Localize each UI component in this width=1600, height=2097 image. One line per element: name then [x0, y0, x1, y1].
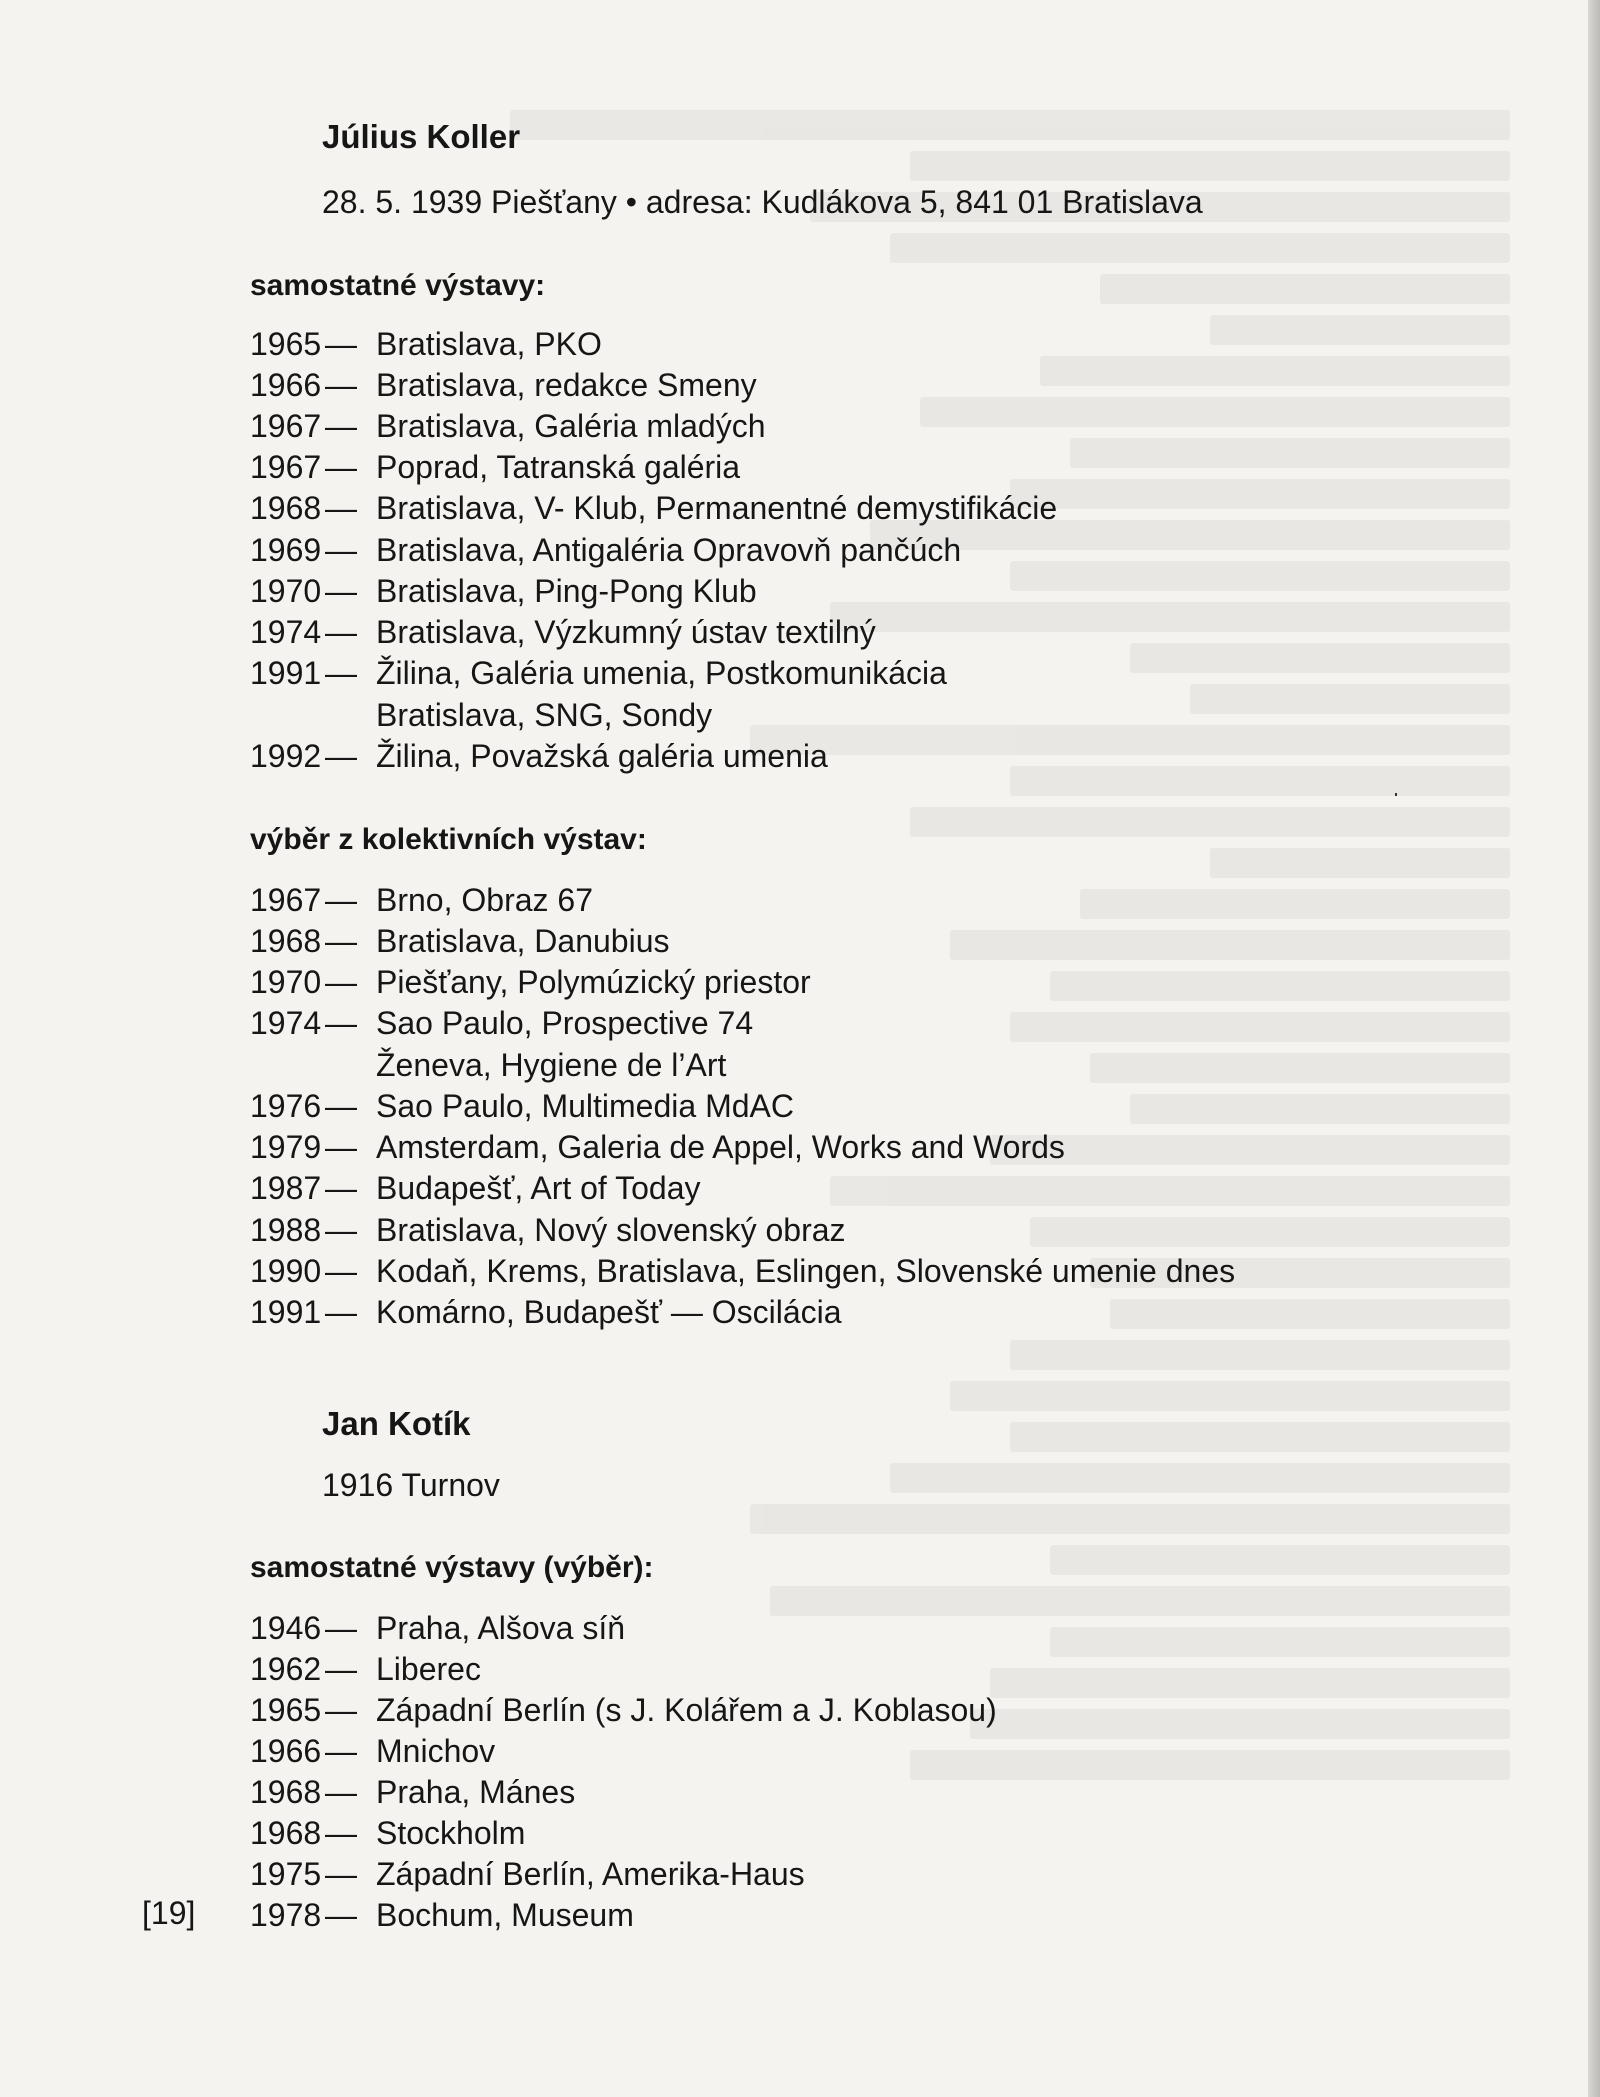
exhibition-year: 1990: [250, 1253, 322, 1289]
exhibition-text: Stockholm: [376, 1815, 526, 1851]
exhibition-row: [250, 571, 757, 611]
exhibition-row: [250, 1813, 525, 1853]
solo-exhibitions-heading: samostatné výstavy:: [250, 269, 546, 302]
exhibition-text: Sao Paulo, Prospective 74: [376, 1005, 754, 1041]
dash: —: [325, 1212, 357, 1248]
artist-info: 28. 5. 1939 Piešťany • adresa: Kudlákova 5, 841 01 Bratislava: [322, 184, 1203, 220]
exhibition-year: 1979: [250, 1129, 322, 1165]
exhibition-year: 1988: [250, 1212, 322, 1248]
exhibition-row: [250, 365, 757, 405]
exhibition-row: [250, 962, 811, 1002]
dash: —: [325, 532, 357, 568]
exhibition-year: 1978: [250, 1897, 322, 1933]
exhibition-row: [250, 488, 1057, 528]
exhibition-row: [250, 1168, 701, 1208]
dash: —: [325, 1005, 357, 1041]
dash: —: [325, 573, 357, 609]
dash: —: [325, 1733, 357, 1769]
exhibition-year: 1975: [250, 1856, 322, 1892]
exhibition-row: [250, 447, 740, 487]
exhibition-year: 1965: [250, 326, 322, 362]
exhibition-row: [250, 1086, 794, 1126]
exhibition-row: [250, 653, 947, 693]
exhibition-year: 1968: [250, 1815, 322, 1851]
dash: —: [325, 1692, 357, 1728]
exhibition-year: 1968: [250, 1774, 322, 1810]
solo-exhibitions-heading: samostatné výstavy (výběr):: [250, 1551, 654, 1584]
dash: —: [325, 614, 357, 650]
exhibition-text: Liberec: [376, 1651, 481, 1687]
exhibition-row: [250, 1854, 805, 1894]
exhibition-year: 1962: [250, 1651, 322, 1687]
exhibition-row: [250, 1895, 634, 1935]
exhibition-year: 1966: [250, 367, 322, 403]
group-exhibitions-heading: výběr z kolektivních výstav:: [250, 823, 647, 856]
exhibition-text: Západní Berlín, Amerika-Haus: [376, 1856, 805, 1892]
exhibition-row: [250, 1649, 481, 1689]
exhibition-text: Bratislava, Galéria mladých: [376, 408, 766, 444]
exhibition-year: 1969: [250, 532, 322, 568]
dash: —: [325, 1170, 357, 1206]
page-number: [19]: [142, 1895, 196, 1931]
exhibition-text: Bratislava, Antigaléria Opravovň pančúch: [376, 532, 962, 568]
exhibition-year: 1976: [250, 1088, 322, 1124]
exhibition-text: Bratislava, redakce Smeny: [376, 367, 757, 403]
exhibition-text: Mnichov: [376, 1733, 496, 1769]
exhibition-text: Západní Berlín (s J. Kolářem a J. Koblasou): [376, 1692, 997, 1728]
exhibition-text: Piešťany, Polymúzický priestor: [376, 964, 811, 1000]
exhibition-year: 1946: [250, 1610, 322, 1646]
dash: —: [325, 1253, 357, 1289]
exhibition-year: 1974: [250, 1005, 322, 1041]
exhibition-text: Bratislava, V- Klub, Permanentné demystifikácie: [376, 490, 1058, 526]
paper-speck: [1395, 793, 1397, 796]
dash: —: [325, 1610, 357, 1646]
exhibition-year: 1970: [250, 573, 322, 609]
exhibition-year: 1992: [250, 738, 322, 774]
exhibition-text: Žilina, Považská galéria umenia: [376, 738, 828, 774]
exhibition-row: [250, 1690, 997, 1730]
exhibition-text: Budapešť, Art of Today: [376, 1170, 701, 1206]
dash: —: [325, 738, 357, 774]
artist-info: 1916 Turnov: [322, 1467, 500, 1503]
exhibition-row: [250, 530, 961, 570]
exhibition-row: [250, 880, 593, 920]
exhibition-row: [250, 406, 765, 446]
exhibition-text: Bratislava, Ping-Pong Klub: [376, 573, 757, 609]
dash: —: [325, 1815, 357, 1851]
exhibition-year: 1987: [250, 1170, 322, 1206]
exhibition-row: [250, 1210, 846, 1250]
exhibition-text: Bratislava, Nový slovenský obraz: [376, 1212, 846, 1248]
exhibition-text: Komárno, Budapešť — Oscilácia: [376, 1294, 842, 1330]
dash: —: [325, 655, 357, 691]
exhibition-year: 1968: [250, 490, 322, 526]
dash: —: [325, 490, 357, 526]
dash: —: [325, 923, 357, 959]
exhibition-row: [250, 1127, 1065, 1167]
dash: —: [325, 449, 357, 485]
dash: —: [325, 1774, 357, 1810]
exhibition-year: 1967: [250, 408, 322, 444]
dash: —: [325, 1856, 357, 1892]
exhibition-text: Brno, Obraz 67: [376, 882, 593, 918]
exhibition-row: [250, 1292, 842, 1332]
exhibition-text: Praha, Alšova síň: [376, 1610, 626, 1646]
exhibition-text: Kodaň, Krems, Bratislava, Eslingen, Slovenské umenie dnes: [376, 1253, 1236, 1289]
dash: —: [325, 408, 357, 444]
dash: —: [325, 1651, 357, 1687]
exhibition-year: 1965: [250, 1692, 322, 1728]
exhibition-year: 1991: [250, 1294, 322, 1330]
exhibition-row: [250, 736, 828, 776]
dash: —: [325, 964, 357, 1000]
exhibition-text: Bratislava, Výzkumný ústav textilný: [376, 614, 876, 650]
dash: —: [325, 1088, 357, 1124]
page-edge: [1588, 0, 1600, 2097]
exhibition-text: Amsterdam, Galeria de Appel, Works and Words: [376, 1129, 1065, 1165]
exhibition-year: 1966: [250, 1733, 322, 1769]
artist-name: Jan Kotík: [322, 1405, 471, 1442]
dash: —: [325, 882, 357, 918]
exhibition-continuation: Ženeva, Hygiene de l’Art: [376, 1047, 727, 1083]
dash: —: [325, 1129, 357, 1165]
dash: —: [325, 1897, 357, 1933]
exhibition-row: [250, 921, 669, 961]
dash: —: [325, 367, 357, 403]
exhibition-row: [250, 324, 602, 364]
dash: —: [325, 326, 357, 362]
artist-name: Július Koller: [322, 118, 521, 155]
exhibition-text: Sao Paulo, Multimedia MdAC: [376, 1088, 794, 1124]
exhibition-row: [250, 1608, 625, 1648]
exhibition-row: [250, 1772, 575, 1812]
exhibition-text: Poprad, Tatranská galéria: [376, 449, 741, 485]
exhibition-text: Žilina, Galéria umenia, Postkomunikácia: [376, 655, 947, 691]
exhibition-text: Bochum, Museum: [376, 1897, 634, 1933]
exhibition-row: [250, 1251, 1235, 1291]
exhibition-text: Praha, Mánes: [376, 1774, 576, 1810]
exhibition-year: 1968: [250, 923, 322, 959]
exhibition-row: [250, 1003, 753, 1043]
exhibition-row: [250, 1731, 495, 1771]
exhibition-year: 1970: [250, 964, 322, 1000]
exhibition-year: 1967: [250, 449, 322, 485]
exhibition-year: 1991: [250, 655, 322, 691]
exhibition-continuation: Bratislava, SNG, Sondy: [376, 697, 713, 733]
exhibition-text: Bratislava, Danubius: [376, 923, 670, 959]
exhibition-year: 1967: [250, 882, 322, 918]
exhibition-year: 1974: [250, 614, 322, 650]
dash: —: [325, 1294, 357, 1330]
exhibition-text: Bratislava, PKO: [376, 326, 602, 362]
exhibition-row: [250, 612, 876, 652]
